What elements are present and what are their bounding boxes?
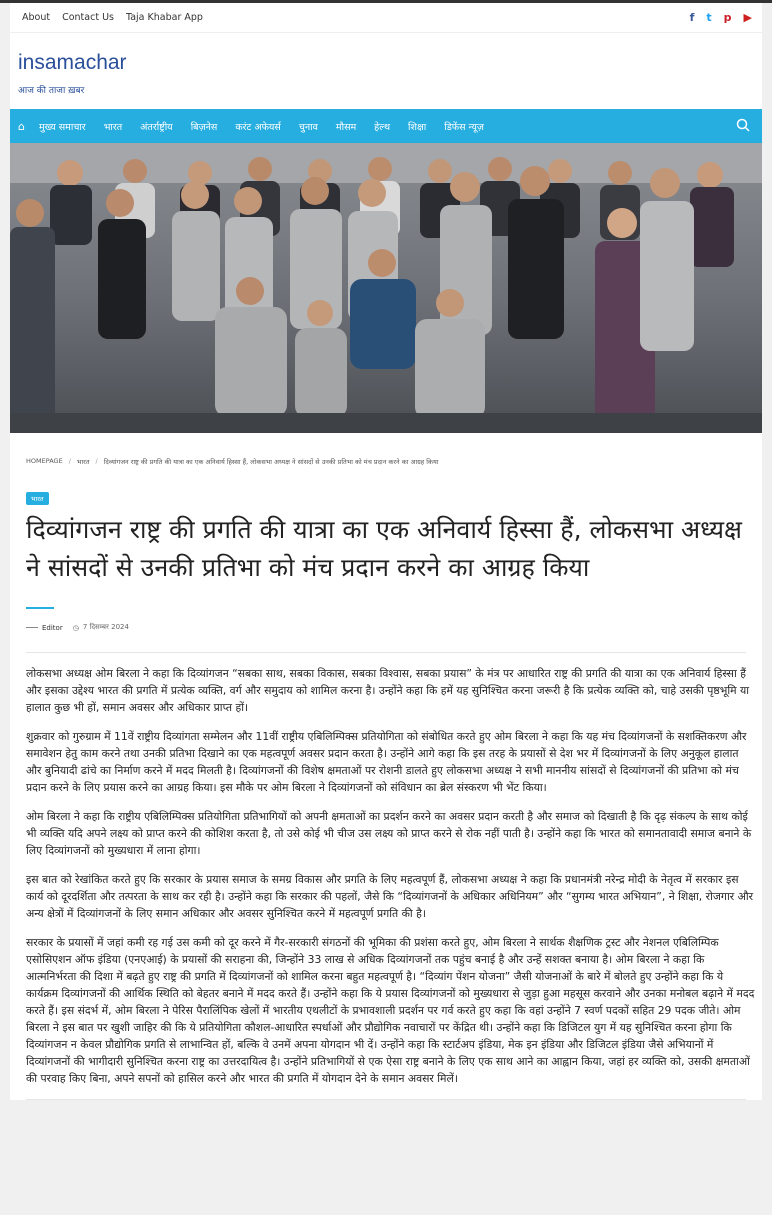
nav-item-elections[interactable]: चुनाव bbox=[298, 121, 318, 133]
facebook-icon[interactable]: f bbox=[689, 11, 695, 24]
article-paragraph: शुक्रवार को गुरुग्राम में 11वें राष्ट्रीय दिव्यांगता सम्मेलन और 11वीं राष्ट्रीय एबिलिम्पिक्स प्रतियोगिता को संबोधित करते हुए ओम बिरला ने कहा कि यह मंच दिव्यांगजनों के सशक्तिकरण और समावेशन हेतु काम करने तथा उनकी प्रतिभा दिखाने का एक महत्वपूर्ण अवसर प्रदान करता है। उन्होंने आगे कहा कि इस तरह के प्रयासों से देश भर में दिव्यांगजनों के लिए अनुकूल हालात और बुनियादी ढांचे का निर्माण करने में मदद मिलती है। दिव्यांगजनों की विशेष क्षमताओं पर रोशनी डालते हुए लोकसभा अध्यक्ष ने सभी माननीय सांसदों से दिव्यांगजनों की प्रतिभा को मंच प्रदान करने के लिए प्रयास करने का आग्रह किया। इस मौके पर ओम बिरला ने दिव्यांगजनों को संविधान का ब्रेल संस्करण भी भेंट किया। bbox=[26, 730, 747, 794]
nav-item-india[interactable]: भारत bbox=[103, 121, 123, 133]
article-meta bbox=[26, 623, 746, 632]
article-paragraph: लोकसभा अध्यक्ष ओम बिरला ने कहा कि दिव्यांगजन “सबका साथ, सबका विकास, सबका विश्वास, सबका प्रयास” के मंत्र पर आधारित राष्ट्र की प्रगति की यात्रा का एक अनिवार्य हिस्सा हैं और इसका उद्देश्य भारत की प्रगति में प्रत्येक व्यक्ति, वर्ग और समुदाय को शामिल करना है। उन्होंने कहा कि हमें यह सुनिश्चित करना जरूरी है कि प्रत्येक व्यक्ति को, चाहे उसकी पृष्ठभूमि या हालात कुछ भी हों, समान अवसर और अधिकार प्राप्त हों। bbox=[26, 667, 750, 714]
breadcrumb-home[interactable]: HOMEPAGE bbox=[26, 457, 63, 465]
top-links bbox=[22, 12, 203, 23]
nav-item-business[interactable]: बिज़नेस bbox=[190, 121, 218, 133]
title-underline bbox=[26, 607, 54, 609]
article-container bbox=[10, 433, 762, 1100]
site-header bbox=[10, 33, 762, 109]
divider bbox=[26, 652, 746, 653]
author-name[interactable]: Editor bbox=[42, 623, 63, 632]
article-paragraph: ओम बिरला ने कहा कि राष्ट्रीय एबिलिम्पिक्स प्रतियोगिता प्रतिभागियों को अपनी क्षमताओं का प्रदर्शन करने का अवसर प्रदान करती है और समाज को दिखाती है कि दृढ़ संकल्प के साथ कोई भी व्यक्ति यदि अपने लक्ष्य को प्राप्त करने की कोशिश करता है, तो उसे कोई भी चीज उस लक्ष्य को प्राप्त करने से रोक नहीं पाती है। उन्होंने कहा कि भारत को समानतावादी समाज बनाने के लिए दिव्यांगजनों को मुख्यधारा में लाना होगा। bbox=[26, 810, 752, 857]
breadcrumb-current: दिव्यांगजन राष्ट्र की प्रगति की यात्रा का एक अनिवार्य हिस्सा हैं, लोकसभा अध्यक्ष ने सांसदों से उनकी प्रतिभा को मंच प्रदान करने का आग्रह किया bbox=[103, 458, 439, 466]
article-title: दिव्यांगजन राष्ट्र की प्रगति की यात्रा का एक अनिवार्य हिस्सा हैं, लोकसभा अध्यक्ष ने सांसदों से उनकी प्रतिभा को मंच प्रदान करने का आग्रह किया bbox=[26, 515, 742, 582]
featured-image bbox=[10, 143, 762, 433]
article-paragraph: सरकार के प्रयासों में जहां कमी रह गई उस कमी को दूर करने में गैर-सरकारी संगठनों की भूमिका की प्रशंसा करते हुए, ओम बिरला ने सार्थक शैक्षणिक ट्रस्ट और नेशनल एबिलिम्पिक एसोसिएशन ऑफ इंडिया (एनएआई) के प्रयासों की सराहना की, जिन्होंने 33 लाख से अधिक दिव्यांगजनों तक पहुंच बनाई है और उन्हें सशक्त बनाया है। ओम बिरला ने कहा कि आत्मनिर्भरता की दिशा में बढ़ते हुए राष्ट्र की प्रगति में दिव्यांगजनों को शामिल करना बहुत महत्वपूर्ण है। “दिव्यांग पेंशन योजना” जैसी योजनाओं के बारे में बोलते हुए उन्होंने कहा कि ये कार्यक्रम दिव्यांगजनों की आर्थिक स्थिति को बेहतर बनाने में मदद करते हैं। उन्होंने कहा कि ये प्रयास दिव्यांगजनों को मुख्यधारा से जुड़ा हुआ महसूस करवाने और उनका मनोबल बढ़ाने में मदद करते हैं। इस संदर्भ में, ओम बिरला ने पेरिस पैरालिंपिक खेलों में भारतीय एथलीटों के प्रभावशाली प्रदर्शन पर गर्व करते हुए कहा कि वहां उन्होंने 7 स्वर्ण पदकों सहित 29 पदक जीते। ओम बिरला ने इस बात पर खुशी जाहिर की कि ये प्रतियोगिता कौशल-आधारित स्पर्धाओं और प्रौद्योगिक नवाचारों पर केंद्रित थी। उन्होंने कहा कि डिजिटल युग में यह सुनिश्चित करना होगा कि दिव्यांगजन न केवल प्रौद्योगिक प्रगति से लाभान्वित हों, बल्कि वे उनमें अपना योगदान भी दें। उन्होंने कहा कि स्टार्टअप इंडिया, मेक इन इंडिया और डिजिटल इंडिया जैसे अभियानों में दिव्यांगजनों की भागीदारी सुनिश्चित करना राष्ट्र का उत्तरदायित्व है। उन्होंने प्रतिभागियों से एक ऐसा राष्ट्र बनाने के लिए एक साथ आने का आह्वान किया, जहां हर व्यक्ति को, उसकी क्षमताओं की परवाह किए बिना, अपने सपनों को हासिल करने और भारत की प्रगति में योगदान देने के समान अवसर मिलें। bbox=[26, 936, 755, 1085]
about-link[interactable]: About bbox=[22, 12, 51, 23]
nav-item-defence-news[interactable]: डिफेंस न्यूज़ bbox=[444, 121, 484, 133]
contact-us-link[interactable]: Contact Us bbox=[62, 12, 114, 23]
nav-item-education[interactable]: शिक्षा bbox=[408, 121, 427, 133]
page-wrapper bbox=[10, 33, 762, 1100]
taja-khabar-app-link[interactable]: Taja Khabar App bbox=[125, 12, 203, 23]
breadcrumb-separator: / bbox=[95, 457, 98, 465]
category-badge[interactable]: भारत bbox=[26, 492, 49, 505]
main-nav bbox=[10, 109, 762, 143]
nav-item-weather[interactable]: मौसम bbox=[335, 121, 357, 133]
nav-item-international[interactable]: अंतर्राष्ट्रीय bbox=[140, 121, 173, 133]
site-tagline: आज की ताजा ख़बर bbox=[18, 86, 85, 96]
search-icon[interactable] bbox=[736, 118, 750, 132]
breadcrumb-category[interactable]: भारत bbox=[76, 458, 90, 466]
breadcrumb bbox=[26, 433, 746, 466]
nav-item-current-affairs[interactable]: करंट अफेयर्स bbox=[235, 121, 281, 133]
divider bbox=[26, 1099, 746, 1100]
twitter-icon[interactable]: t bbox=[706, 11, 712, 24]
social-icons bbox=[690, 11, 752, 24]
pinterest-icon[interactable]: p bbox=[723, 11, 732, 24]
breadcrumb-separator: / bbox=[68, 457, 71, 465]
nav-item-main-news[interactable]: मुख्य समाचार bbox=[38, 121, 86, 133]
youtube-icon[interactable]: ▶ bbox=[743, 11, 752, 24]
site-title[interactable]: insamachar bbox=[18, 51, 127, 74]
group-photo bbox=[10, 143, 762, 433]
author-dash bbox=[26, 627, 38, 628]
publish-date: 7 दिसम्बर 2024 bbox=[82, 623, 129, 631]
clock-icon: ◷ bbox=[72, 623, 79, 632]
nav-item-health[interactable]: हेल्थ bbox=[374, 121, 391, 133]
top-bar bbox=[10, 3, 762, 33]
article-body bbox=[26, 665, 755, 1087]
home-icon[interactable]: ⌂ bbox=[18, 119, 25, 133]
article-paragraph: इस बात को रेखांकित करते हुए कि सरकार के प्रयास समाज के समग्र विकास और प्रगति के लिए महत्वपूर्ण हैं, लोकसभा अध्यक्ष ने कहा कि प्रधानमंत्री नरेन्द्र मोदी के नेतृत्व में सरकार इस कार्य को दूरदर्शिता और तत्परता के साथ कर रही है। उन्होंने कहा कि सरकार की पहलों, जैसे कि “दिव्यांगजनों के अधिकार अधिनियम” और “सुगम्य भारत अभियान”, ने शिक्षा, रोजगार और अन्य क्षेत्रों में दिव्यांगजनों के लिए समान अधिकार और अवसर सुनिश्चित करने में महत्वपूर्ण प्रगति की है। bbox=[26, 873, 754, 920]
